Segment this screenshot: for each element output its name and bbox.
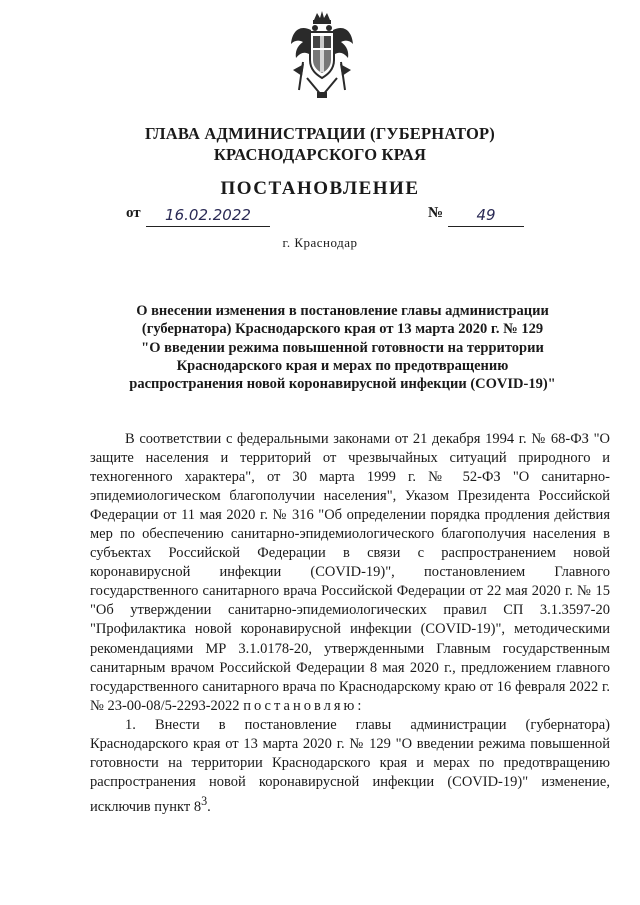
org-title-line2: КРАСНОДАРСКОГО КРАЯ: [213, 145, 427, 164]
document-body: [90, 430, 610, 817]
subject-line: "О введении режима повышенной готовности на территории: [141, 339, 544, 356]
document-type-title: ПОСТАНОВЛЕНИЕ: [220, 178, 420, 199]
date-prefix: от: [126, 205, 141, 221]
body-paragraph-preamble: [90, 430, 610, 716]
item-1-text: 1. Внести в постановление главы администрации (губернатора) Краснодарского края от 13 марта 2020 г. № 129 "О введении режима повышенной готовности на территории Краснодарского края и мерах по предотвращению распространения новой коронавирусной инфекции (COVID-19)" изменение, исключив пункт 8: [90, 716, 610, 815]
coat-of-arms-icon: [289, 10, 355, 102]
subject-line: О внесении изменения в постановление главы администрации: [136, 303, 549, 319]
item-1-end: .: [207, 798, 211, 815]
preamble-text: В соответствии с федеральными законами от 21 декабря 1994 г. № 68-ФЗ "О защите населения и территорий от чрезвычайных ситуаций природного и техногенного характера", от 30 марта 1999 г. № 52-ФЗ "О санитарно-эпидемиологическом благополучии населения", Указом Президента Российской Федерации от 11 мая 2020 г. № 316 "Об определении порядка продления действия мер по обеспечению санитарно-эпидемиологического благополучия населения в субъектах Российской Федерации в связи с распространением новой коронавирусной инфекции (COVID-19)", постановлением Главного государственного санитарного врача Российской Федерации от 22 мая 2020 г. № 15 "Об утверждении санитарно-эпидемиологических правил СП 3.1.3597-20 "Профилактика новой коронавирусной инфекции (COVID-19)", методическими рекомендациями МР 3.1.0178-20, утвержденными Главным государственным санитарным врачом Российской Федерации 8 мая 2020 г., предложением главного государственного санитарного врача по Краснодарскому краю от 16 февраля 2022 г. № 23-00-08/5-2293-2022: [90, 431, 610, 714]
item-1-superscript: 3: [201, 793, 208, 808]
city-label: г. Краснодар: [282, 235, 358, 250]
subject-line: (губернатора) Краснодарского края от 13 марта 2020 г. № 129: [141, 321, 544, 338]
subject-line: Краснодарского края и мерах по предотвращению: [176, 357, 509, 374]
org-title-line1: ГЛАВА АДМИНИСТРАЦИИ (ГУБЕРНАТОР): [145, 124, 495, 143]
body-paragraph-item-1: [90, 716, 610, 817]
subject-line: распространения новой коронавирусной инфекции (COVID-19)": [129, 376, 556, 393]
date-field: 16.02.2022: [146, 206, 270, 227]
number-prefix: №: [428, 205, 444, 221]
document-subject: [115, 302, 570, 393]
number-field: 49: [448, 206, 524, 227]
decree-word: постановляю:: [243, 697, 365, 714]
